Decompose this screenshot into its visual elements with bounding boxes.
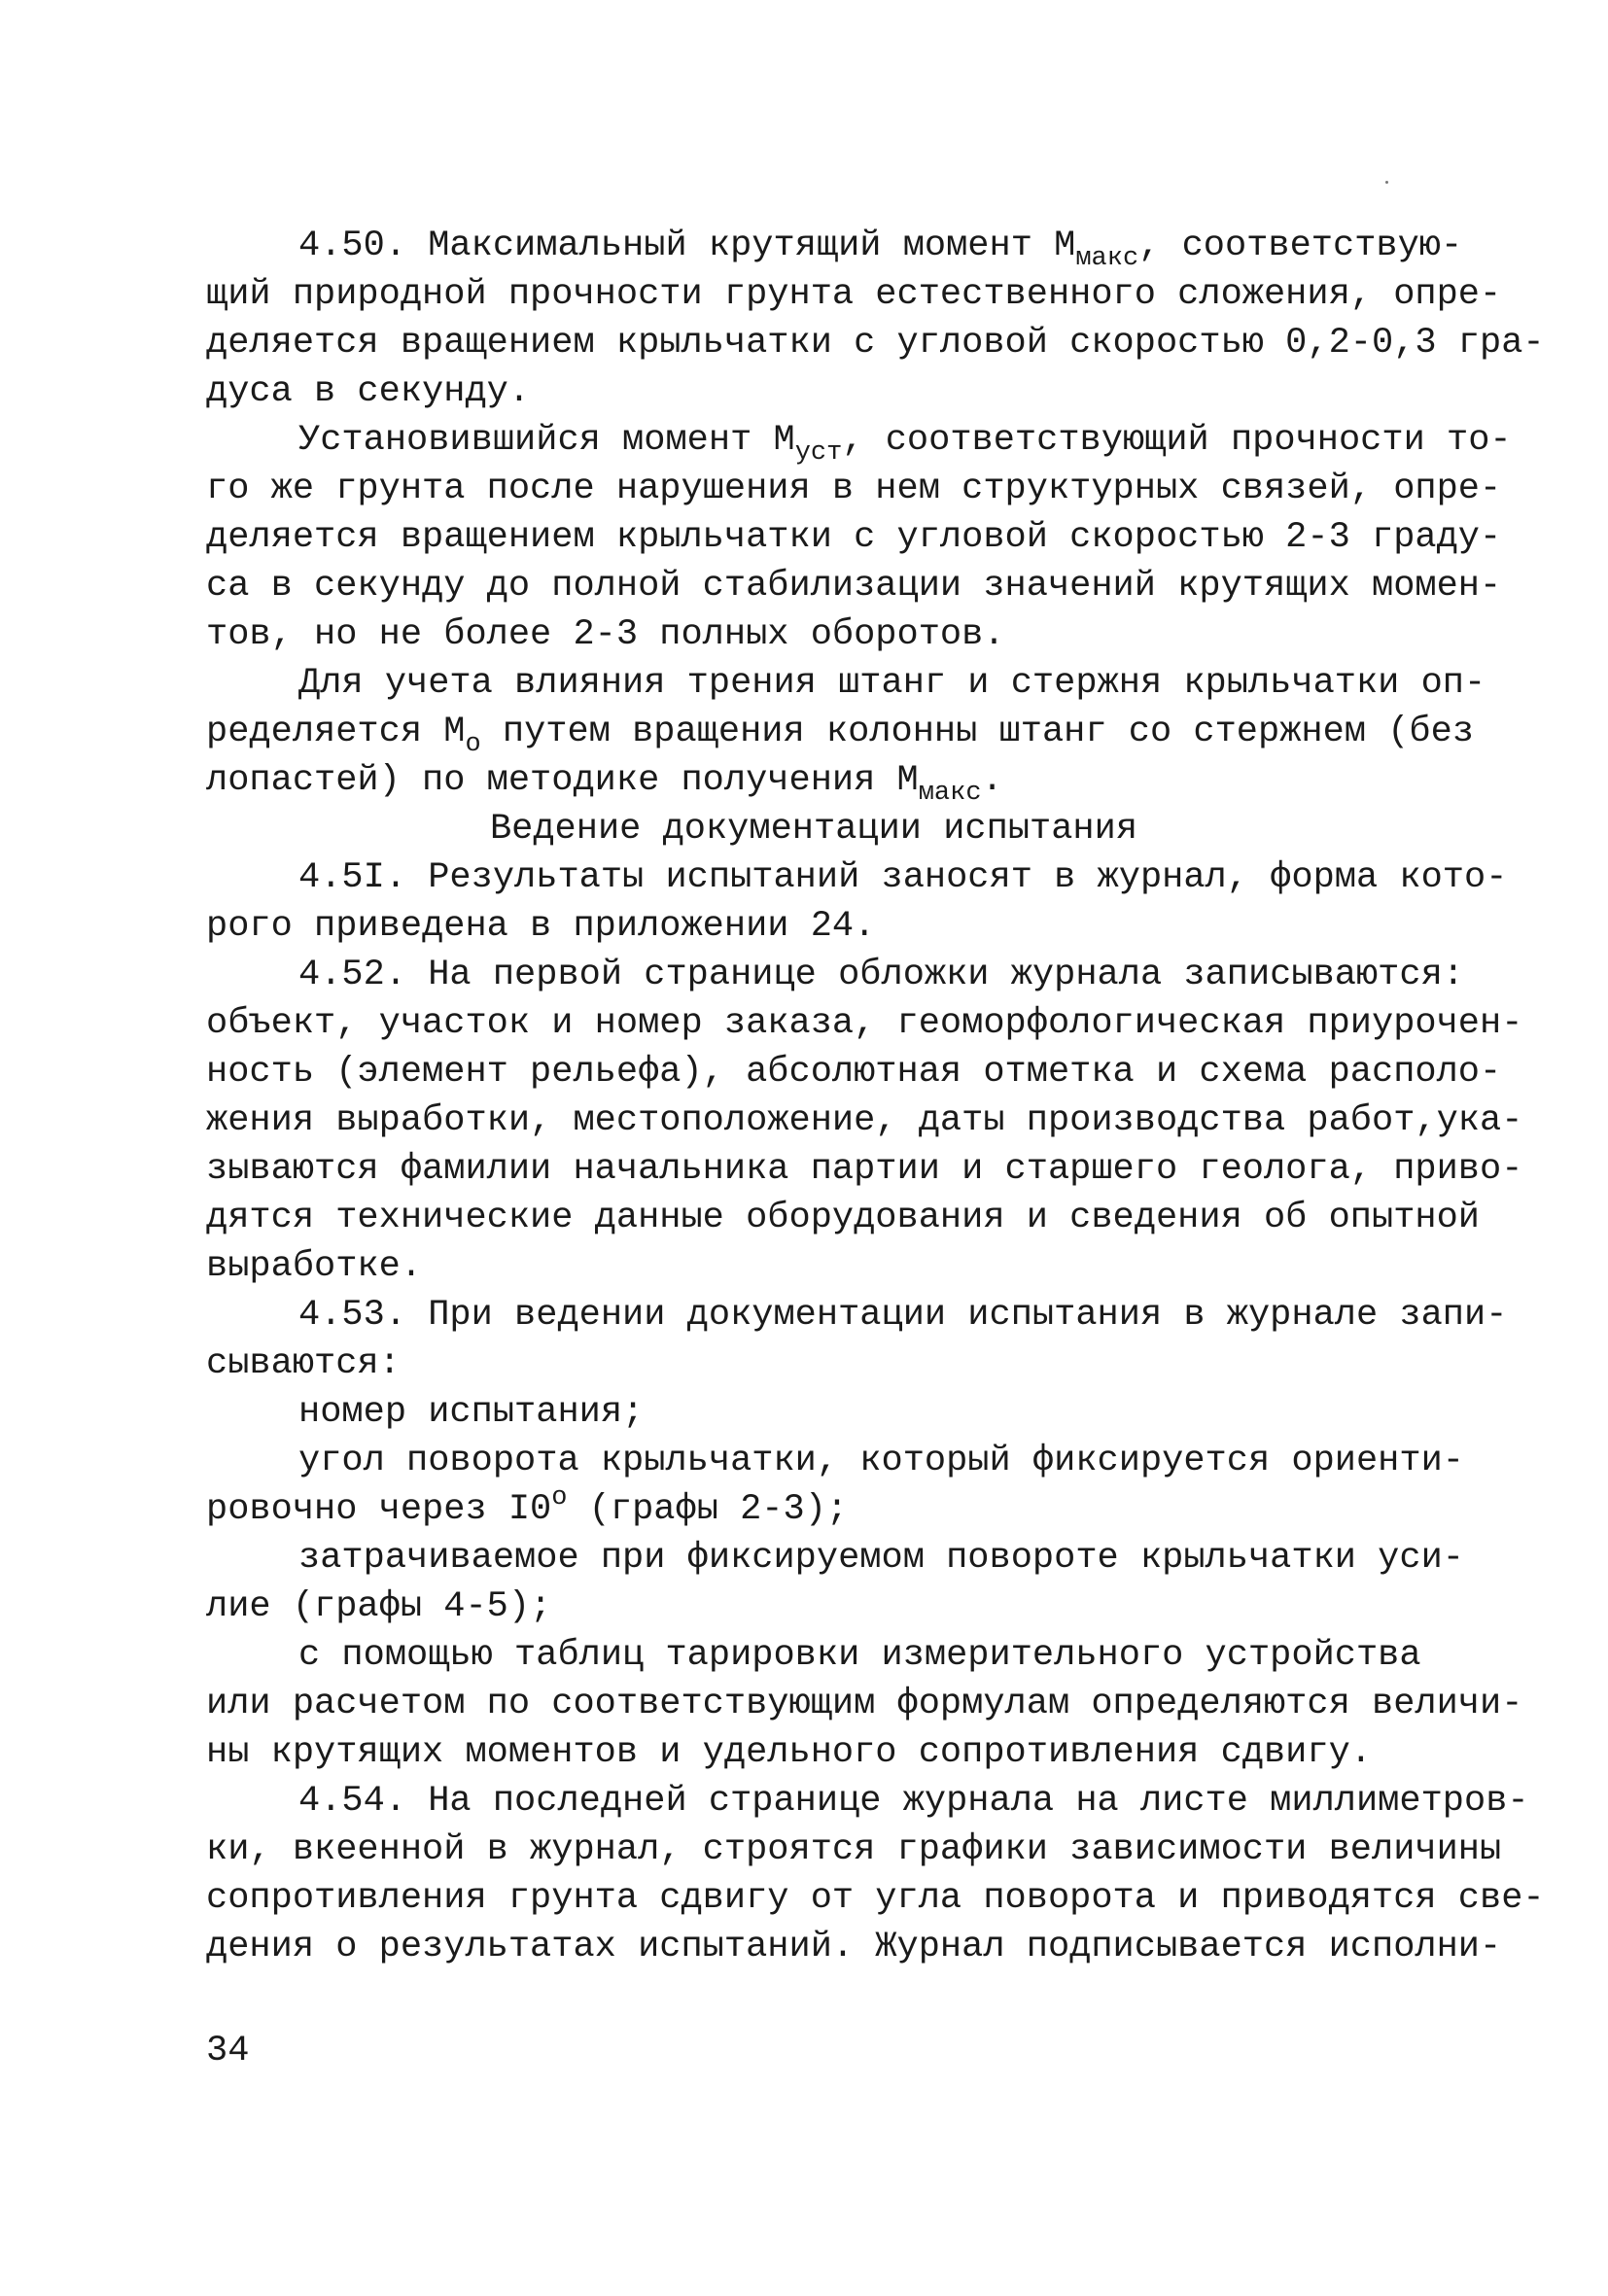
text-line — [206, 1826, 1502, 1874]
scan-speck — [1385, 181, 1388, 184]
text-run: зываются фамилии начальника партии и старшего геолога, приво- — [206, 1149, 1523, 1190]
text-line — [206, 853, 1508, 902]
text-line — [206, 367, 1421, 416]
text-line — [206, 513, 1502, 562]
text-run: путем вращения колонны штанг со стержнем (без — [480, 712, 1475, 752]
text-run: сываются: — [206, 1343, 401, 1384]
text-line — [206, 465, 1502, 513]
text-line — [206, 1194, 1481, 1242]
text-run: 4.5I. Результаты испытаний заносят в журнал, форма кото- — [298, 857, 1508, 898]
subscript: уст — [794, 438, 843, 468]
text-run: (графы 2-3); — [567, 1489, 849, 1530]
text-line — [206, 1874, 1545, 1923]
document-body — [206, 222, 1545, 1971]
text-run: с помощью таблиц тарировки измерительного устройства — [298, 1635, 1421, 1676]
text-run: щий природной прочности грунта естественного сложения, опре- — [206, 274, 1502, 315]
section-heading — [206, 805, 1421, 853]
text-line — [206, 999, 1523, 1048]
text-line — [206, 1534, 1464, 1583]
text-run: Ведение документации испытания — [489, 809, 1138, 850]
text-line — [206, 319, 1545, 367]
text-run: затрачиваемое при фиксируемом повороте крыльчатки уси- — [298, 1538, 1464, 1579]
text-run: дуса в секунду. — [206, 371, 531, 412]
text-line — [206, 1242, 1421, 1291]
text-run: ны крутящих моментов и удельного сопротивления сдвигу. — [206, 1732, 1372, 1773]
text-line — [206, 1048, 1502, 1096]
text-line — [206, 659, 1486, 708]
text-run: го же грунта после нарушения в нем структурных связей, опре- — [206, 469, 1502, 509]
text-run: жения выработки, местоположение, даты производства работ,ука- — [206, 1100, 1523, 1141]
superscript: o — [551, 1483, 568, 1513]
text-run: дятся технические данные оборудования и сведения об опытной — [206, 1198, 1481, 1238]
subscript: макс — [1075, 244, 1139, 273]
text-run: 4.53. При ведении документации испытания в журнале запи- — [298, 1295, 1508, 1336]
text-run: угол поворота крыльчатки, который фиксируется ориенти- — [298, 1441, 1464, 1481]
text-line — [206, 1777, 1529, 1826]
text-run: ность (элемент рельефа), абсолютная отметка и схема располо- — [206, 1052, 1502, 1093]
text-run: 4.54. На последней странице журнала на листе миллиметров- — [298, 1781, 1529, 1822]
text-run: лие (графы 4-5); — [206, 1586, 552, 1627]
text-run: тов, но не более 2-3 полных оборотов. — [206, 614, 1005, 655]
text-line — [206, 1096, 1523, 1145]
text-line — [206, 416, 1512, 468]
text-line — [206, 756, 1421, 808]
text-line — [206, 610, 1421, 659]
text-line — [206, 951, 1464, 999]
text-run: Установившийся момент M — [298, 420, 795, 461]
text-run: ровочно через I0 — [206, 1489, 552, 1530]
text-line — [206, 902, 1421, 951]
page-number: 34 — [206, 2031, 250, 2071]
text-run: номер испытания; — [298, 1392, 645, 1433]
text-line — [206, 1923, 1502, 1971]
text-run: дения о результатах испытаний. Журнал подписывается исполни- — [206, 1927, 1502, 1967]
text-line — [206, 270, 1502, 319]
text-run: Для учета влияния трения штанг и стержня крыльчатки оп- — [298, 663, 1486, 704]
text-run: . — [981, 760, 1003, 801]
text-line — [206, 1680, 1523, 1728]
text-run: , соответствующий прочности то- — [842, 420, 1512, 461]
text-line — [206, 1339, 1421, 1388]
text-run: объект, участок и номер заказа, геоморфологическая приурочен- — [206, 1003, 1523, 1044]
text-run: 4.50. Максимальный крутящий момент M — [298, 226, 1076, 266]
text-line — [206, 562, 1502, 610]
text-line — [206, 1728, 1421, 1777]
text-run: рого приведена в приложении 24. — [206, 906, 876, 947]
text-run: са в секунду до полной стабилизации значений крутящих момен- — [206, 566, 1502, 607]
text-line — [206, 1485, 1421, 1534]
text-run: выработке. — [206, 1246, 423, 1287]
text-line — [206, 1145, 1523, 1194]
text-run: , соответствую- — [1138, 226, 1463, 266]
subscript: макс — [918, 779, 982, 808]
text-run: сопротивления грунта сдвигу от угла поворота и приводятся све- — [206, 1878, 1545, 1919]
text-run: или расчетом по соответствующим формулам определяются величи- — [206, 1684, 1523, 1724]
text-run: 4.52. На первой странице обложки журнала записываются: — [298, 955, 1464, 995]
text-line — [206, 222, 1463, 273]
text-line — [206, 1437, 1464, 1485]
text-line — [206, 1583, 1421, 1631]
text-run: лопастей) по методике получения M — [206, 760, 919, 801]
text-run: деляется вращением крыльчатки с угловой скоростью 2-3 граду- — [206, 517, 1502, 558]
subscript: o — [465, 730, 481, 759]
text-run: ределяется M — [206, 712, 466, 752]
text-line — [206, 708, 1475, 759]
text-run: деляется вращением крыльчатки с угловой скоростью 0,2-0,3 гра- — [206, 323, 1545, 364]
text-run: ки, вкеенной в журнал, строятся графики зависимости величины — [206, 1829, 1502, 1870]
text-line — [206, 1291, 1508, 1339]
text-line — [206, 1388, 1421, 1437]
text-line — [206, 1631, 1421, 1680]
